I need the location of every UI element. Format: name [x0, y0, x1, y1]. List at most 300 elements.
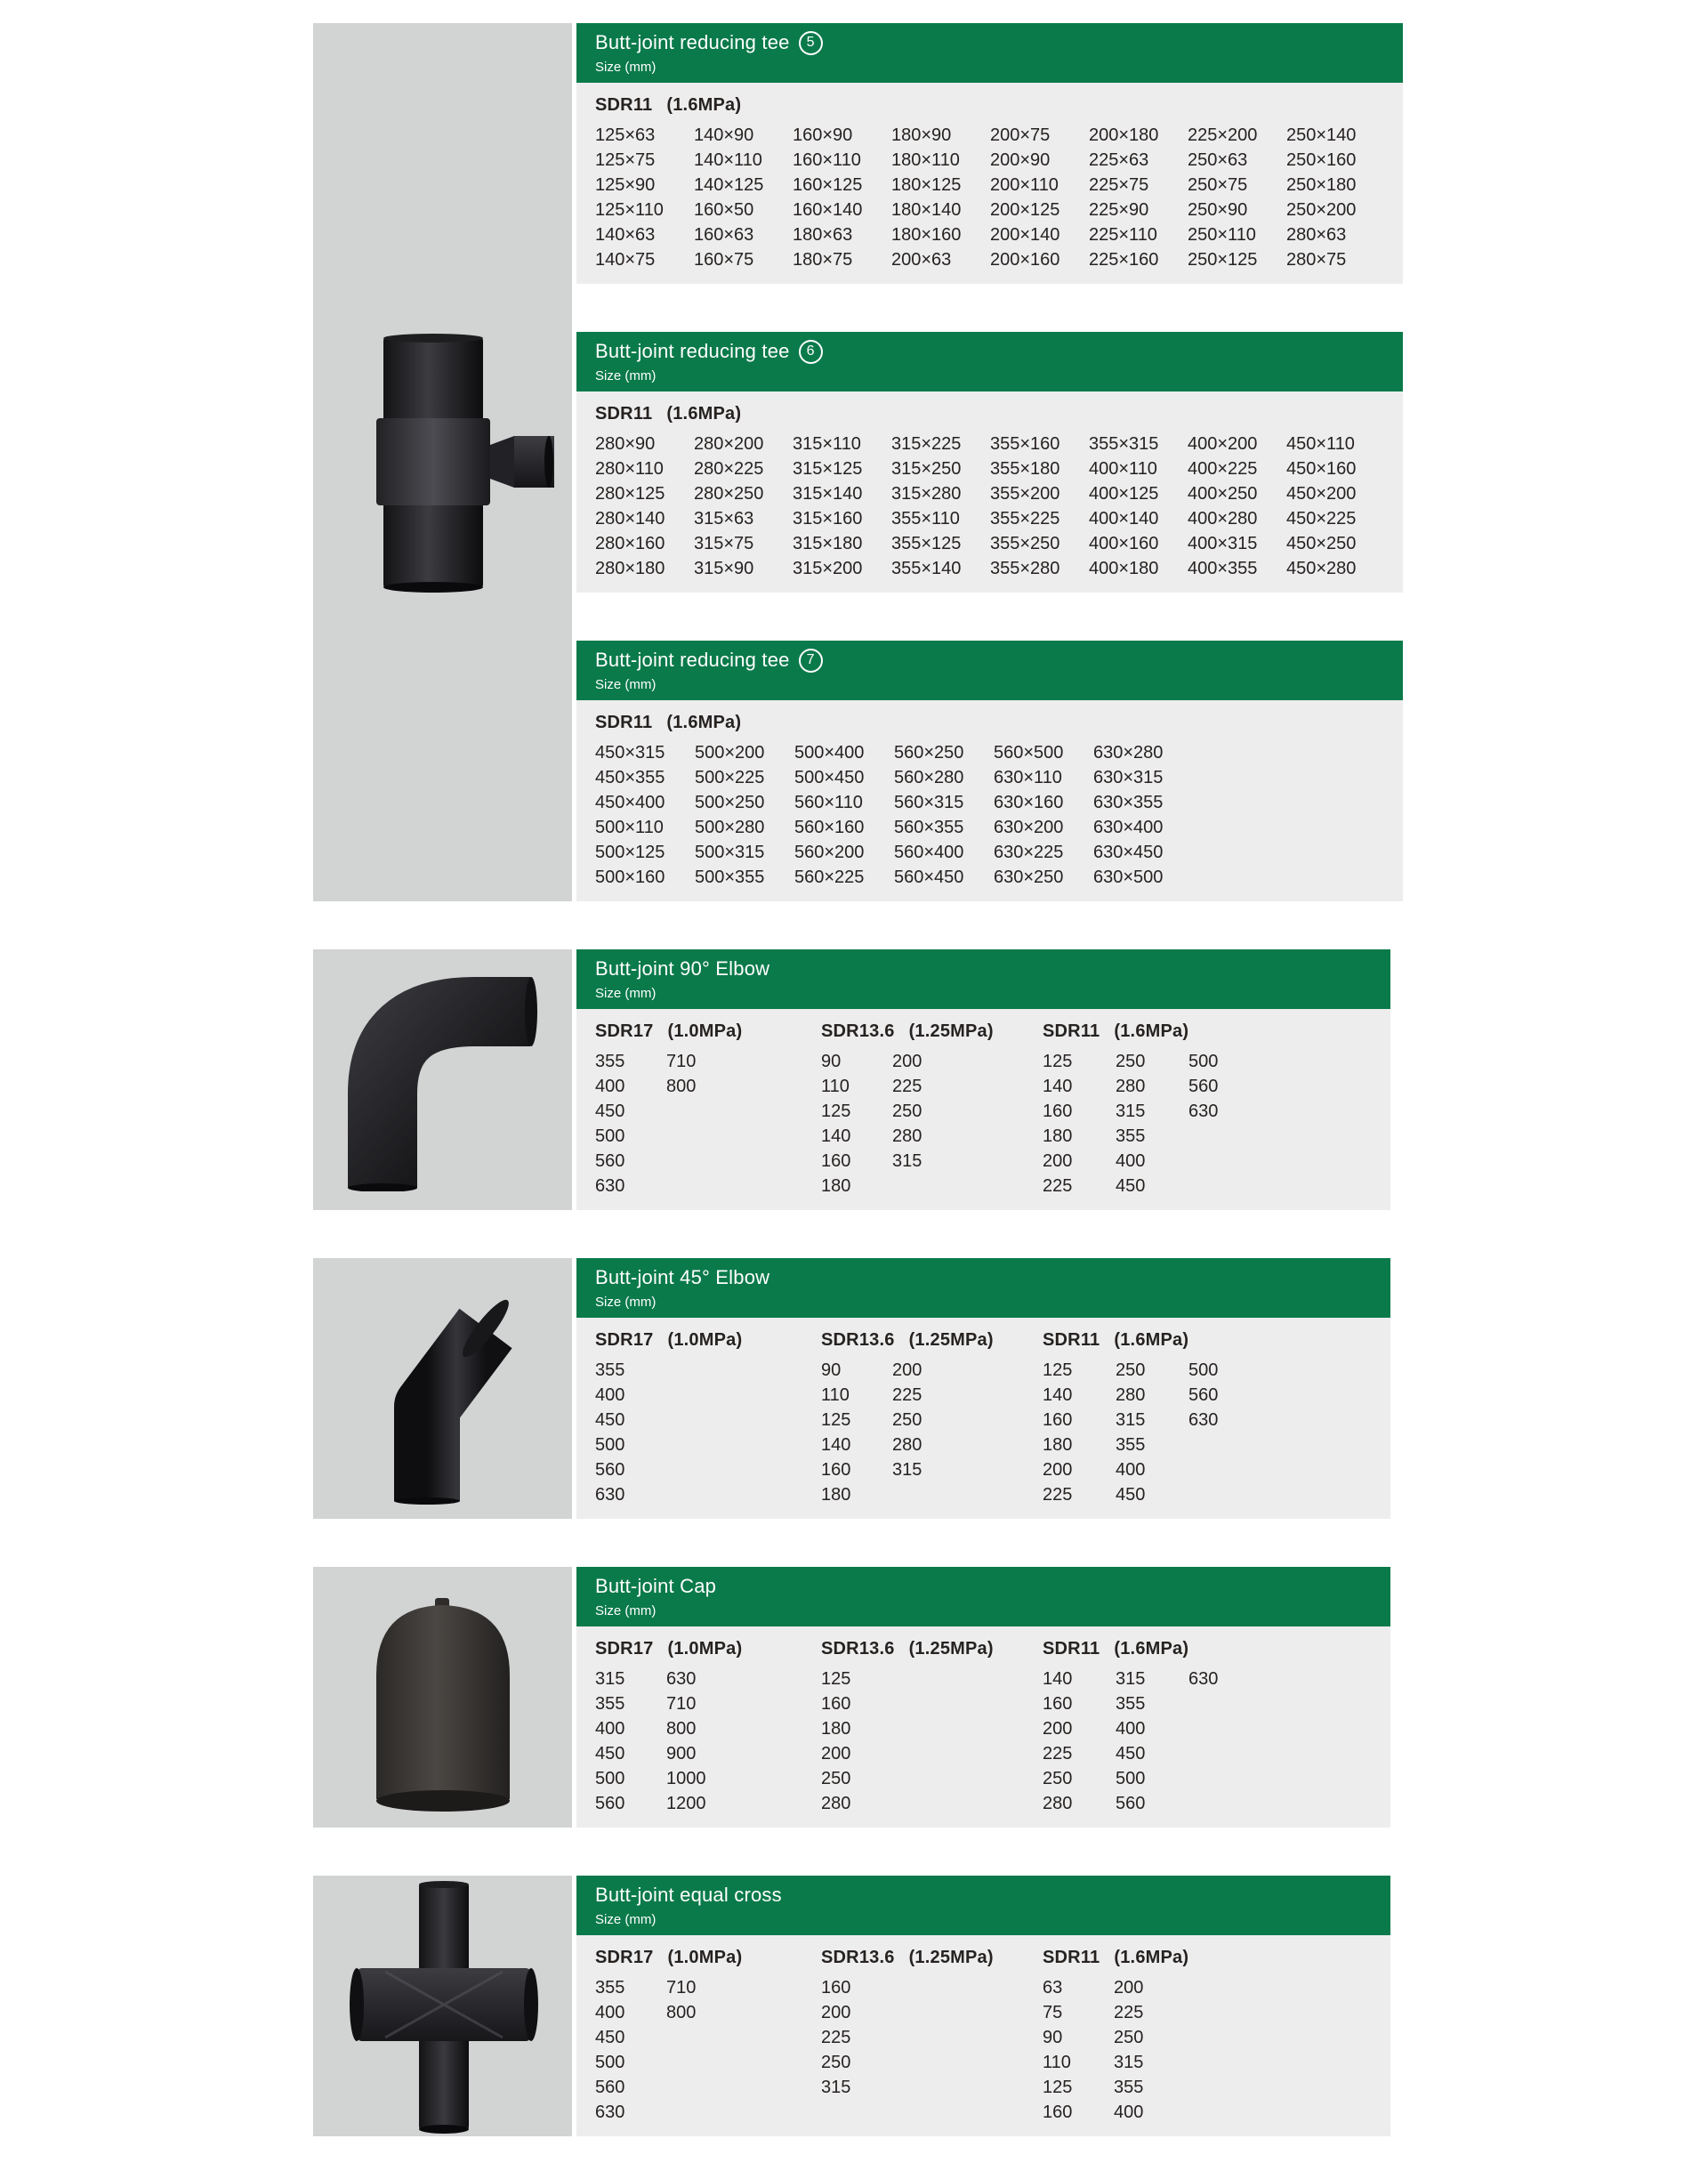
equal-cross-photo	[332, 1877, 554, 2135]
size-cell	[1188, 1482, 1261, 1507]
pressure-rating: (1.6MPa)	[666, 713, 742, 732]
size-grid	[821, 1667, 1043, 1816]
size-cell	[1188, 1791, 1261, 1816]
size-cell: 250	[892, 1102, 922, 1121]
size-cell: 160	[1043, 1694, 1073, 1714]
sdr-rating-label	[595, 1636, 821, 1661]
size-cell: 710	[666, 1052, 697, 1071]
size-cell: 560×280	[894, 768, 964, 787]
sdr11-group	[1043, 1945, 1373, 2125]
size-cell: 630	[1188, 1410, 1219, 1430]
size-cell: 630	[595, 1176, 625, 1196]
size-cell: 315	[892, 1460, 922, 1480]
size-cell: 630×225	[994, 843, 1064, 862]
size-cell: 500	[595, 1435, 625, 1455]
section-header	[576, 641, 1403, 700]
size-cell: 355×180	[990, 459, 1060, 479]
size-cell: 400×180	[1089, 559, 1159, 578]
size-cell: 200	[1043, 1151, 1073, 1171]
size-cell: 280×125	[595, 484, 665, 504]
sdr-rating-label	[821, 1328, 1043, 1352]
size-cell: 355	[595, 1360, 625, 1380]
size-cell: 280	[1116, 1385, 1146, 1405]
size-cell: 400	[595, 1077, 625, 1096]
size-cell: 280	[1116, 1077, 1146, 1096]
size-cell	[666, 2050, 737, 2075]
reducing-tee-photo-panel	[313, 23, 572, 901]
section-header	[576, 1876, 1390, 1935]
size-cell: 315×90	[694, 559, 754, 578]
sdr-code: SDR17	[595, 1639, 654, 1659]
sdr13-group	[821, 1945, 1043, 2125]
size-grid	[595, 1667, 821, 1816]
pressure-rating: (1.0MPa)	[667, 1021, 743, 1041]
size-cell: 180	[1043, 1435, 1073, 1455]
section-title-text: Butt-joint 45° Elbow	[595, 1266, 770, 1288]
section-title-text: Butt-joint reducing tee	[595, 340, 790, 362]
size-cell: 315×160	[793, 509, 863, 529]
size-cell: 560×160	[794, 818, 865, 837]
size-cell	[1188, 1716, 1261, 1741]
size-cell: 315	[595, 1669, 625, 1689]
size-cell: 180×75	[793, 250, 853, 270]
sdr-rating-label	[1043, 1636, 1373, 1661]
size-cell: 63	[1043, 1978, 1063, 1998]
size-cell: 280	[892, 1126, 922, 1146]
section-header	[576, 949, 1390, 1009]
size-cell: 110	[1043, 2053, 1071, 2072]
size-cell: 560×400	[894, 843, 964, 862]
section-title-text: Butt-joint reducing tee	[595, 649, 790, 671]
size-cell: 400×110	[1089, 459, 1157, 479]
size-cell: 160	[1043, 1410, 1073, 1430]
sdr-code: SDR13.6	[821, 1948, 895, 1967]
size-cell: 250	[821, 1769, 851, 1788]
size-cell: 225	[892, 1385, 922, 1405]
size-cell: 450×280	[1286, 559, 1357, 578]
size-cell: 280×200	[694, 434, 764, 454]
size-cell: 200	[1043, 1460, 1073, 1480]
size-cell	[666, 2025, 737, 2050]
size-cell: 560	[595, 2078, 625, 2097]
size-cell: 450	[595, 1410, 625, 1430]
size-cell: 400	[1116, 1719, 1146, 1739]
size-cell: 315	[892, 1151, 922, 1171]
size-cell: 450	[595, 1102, 625, 1121]
size-cell: 400×200	[1188, 434, 1258, 454]
size-cell: 225	[1043, 1176, 1073, 1196]
size-cell: 630×200	[994, 818, 1064, 837]
sdr17-group	[595, 1945, 821, 2125]
size-cell: 630×500	[1093, 868, 1164, 887]
section-title	[595, 956, 1373, 981]
reducing-tee-block	[313, 23, 1390, 901]
size-cell: 250	[821, 2053, 851, 2072]
size-cell: 355×140	[891, 559, 962, 578]
size-cell: 400	[595, 1719, 625, 1739]
size-grid	[1043, 1049, 1373, 1199]
section-title	[595, 1883, 1373, 1908]
size-cell: 315	[1116, 1102, 1146, 1121]
size-cell	[666, 1174, 737, 1199]
size-cell: 180×90	[891, 125, 952, 145]
size-grid	[1043, 1358, 1373, 1507]
size-cell: 160	[821, 1460, 851, 1480]
size-cell: 1200	[666, 1794, 706, 1813]
size-cell: 160×140	[793, 200, 863, 220]
size-cell: 225×160	[1089, 250, 1159, 270]
size-grid	[595, 1975, 821, 2125]
size-cell: 200×90	[990, 150, 1051, 170]
size-cell: 630	[595, 2102, 625, 2122]
sdr17-group	[595, 1019, 821, 1199]
size-cell: 800	[666, 1077, 697, 1096]
size-table	[576, 1318, 1390, 1519]
sdr-code: SDR13.6	[821, 1021, 895, 1041]
size-cell: 225×63	[1089, 150, 1149, 170]
section-title	[595, 1574, 1373, 1599]
size-cell: 250×180	[1286, 175, 1357, 195]
size-cell: 355×225	[990, 509, 1060, 529]
size-unit-label: Size (mm)	[595, 368, 657, 383]
sdr-rating-label	[1043, 1945, 1373, 1970]
size-cell: 160×50	[694, 200, 754, 220]
size-cell: 200×180	[1089, 125, 1159, 145]
size-cell: 710	[666, 1694, 697, 1714]
size-cell: 140×63	[595, 225, 656, 245]
cap-block	[313, 1567, 1390, 1828]
size-cell: 180×125	[891, 175, 962, 195]
size-cell: 400×315	[1188, 534, 1258, 553]
size-cell	[666, 1124, 737, 1149]
size-cell: 200	[1043, 1719, 1073, 1739]
size-cell: 160	[821, 1978, 851, 1998]
size-cell: 355×110	[891, 509, 960, 529]
size-cell: 315	[1114, 2053, 1144, 2072]
size-cell: 450×355	[595, 768, 665, 787]
size-cell: 560×200	[794, 843, 865, 862]
size-cell: 355×125	[891, 534, 962, 553]
size-cell: 355×200	[990, 484, 1060, 504]
size-cell: 160×125	[793, 175, 863, 195]
size-table	[576, 1009, 1390, 1210]
elbow-45-photo	[336, 1273, 550, 1505]
size-cell: 125	[821, 1410, 851, 1430]
sdr-rating-label	[595, 1328, 821, 1352]
size-cell: 200	[892, 1052, 922, 1071]
size-cell: 630	[595, 1485, 625, 1505]
size-grid	[595, 1049, 821, 1199]
size-cell: 200×63	[891, 250, 952, 270]
size-cell: 225	[821, 2028, 851, 2047]
size-cell: 450×160	[1286, 459, 1357, 479]
size-cell: 250×63	[1188, 150, 1248, 170]
size-cell: 450×250	[1286, 534, 1357, 553]
pressure-rating: (1.25MPa)	[908, 1948, 994, 1967]
section-header	[576, 1567, 1390, 1626]
size-cell: 225	[1114, 2003, 1144, 2022]
pressure-rating: (1.6MPa)	[1114, 1021, 1189, 1041]
sdr-code: SDR11	[595, 95, 653, 115]
size-cell: 250	[1116, 1052, 1146, 1071]
sdr11-group	[1043, 1328, 1373, 1507]
size-cell	[1188, 1457, 1261, 1482]
section-title-text: Butt-joint equal cross	[595, 1884, 782, 1906]
size-cell: 280×90	[595, 434, 656, 454]
size-cell: 75	[1043, 2003, 1063, 2022]
size-cell: 400×160	[1089, 534, 1159, 553]
section-reducing-tee-5	[576, 23, 1403, 284]
section-title-text: Butt-joint 90° Elbow	[595, 957, 770, 980]
size-cell: 630×450	[1093, 843, 1164, 862]
cap-photo	[341, 1582, 545, 1813]
sdr-code: SDR11	[1043, 1948, 1100, 1967]
sdr17-group	[595, 1636, 821, 1816]
size-cell: 560	[595, 1460, 625, 1480]
size-cell: 630	[666, 1669, 697, 1689]
section-title	[595, 339, 1385, 364]
sdr13-group	[821, 1636, 1043, 1816]
section-title-text: Butt-joint reducing tee	[595, 31, 790, 53]
size-cell: 280×63	[1286, 225, 1347, 245]
size-table	[576, 83, 1403, 284]
size-cell: 315	[1116, 1669, 1146, 1689]
size-cell: 315×250	[891, 459, 962, 479]
size-cell: 400×355	[1188, 559, 1258, 578]
size-cell: 280	[821, 1794, 851, 1813]
size-cell: 800	[666, 2003, 697, 2022]
size-cell: 630×250	[994, 868, 1064, 887]
size-cell: 500	[1188, 1360, 1219, 1380]
size-cell: 355	[595, 1978, 625, 1998]
size-unit-label: Size (mm)	[595, 1295, 657, 1310]
size-cell: 315	[821, 2078, 851, 2097]
sdr-code: SDR11	[595, 713, 653, 732]
size-cell: 630×280	[1093, 743, 1164, 763]
cap-photo-panel	[313, 1567, 572, 1828]
size-cell: 280×180	[595, 559, 665, 578]
elbow-45-photo-panel	[313, 1258, 572, 1519]
size-cell: 140×75	[595, 250, 656, 270]
size-cell	[666, 1149, 737, 1174]
size-cell: 450×400	[595, 793, 665, 812]
size-cell: 400	[595, 2003, 625, 2022]
sdr-rating-label	[595, 401, 1385, 426]
section-cap	[576, 1567, 1390, 1828]
size-cell: 400	[1116, 1151, 1146, 1171]
size-cell: 200	[892, 1360, 922, 1380]
size-cell: 560	[1188, 1077, 1219, 1096]
size-table	[576, 700, 1403, 901]
size-cell: 355×280	[990, 559, 1060, 578]
size-cell: 180	[821, 1485, 851, 1505]
size-cell: 450	[595, 2028, 625, 2047]
size-cell: 280×110	[595, 459, 664, 479]
section-title-text: Butt-joint Cap	[595, 1575, 717, 1597]
size-cell: 160	[821, 1151, 851, 1171]
size-cell: 450×225	[1286, 509, 1357, 529]
size-cell	[1188, 1433, 1261, 1457]
size-cell: 450	[595, 1744, 625, 1763]
size-cell: 280×75	[1286, 250, 1347, 270]
size-cell: 630×160	[994, 793, 1064, 812]
size-cell: 160×63	[694, 225, 754, 245]
size-cell: 315×110	[793, 434, 861, 454]
size-cell: 400×280	[1188, 509, 1258, 529]
size-cell: 180×63	[793, 225, 853, 245]
size-cell: 140	[1043, 1385, 1073, 1405]
reducing-tee-tables	[576, 23, 1403, 901]
size-cell: 400	[1114, 2102, 1144, 2122]
size-cell: 400	[595, 1385, 625, 1405]
circled-number-icon: 6	[799, 340, 823, 364]
equal-cross-block	[313, 1876, 1390, 2136]
size-cell: 125×75	[595, 150, 656, 170]
size-cell: 560×500	[994, 743, 1064, 763]
size-cell: 900	[666, 1744, 697, 1763]
pressure-rating: (1.25MPa)	[908, 1021, 994, 1041]
size-cell: 560	[1188, 1385, 1219, 1405]
sdr-rating-label	[595, 93, 1385, 117]
size-cell: 315×225	[891, 434, 962, 454]
equal-cross-photo-panel	[313, 1876, 572, 2136]
pressure-rating: (1.6MPa)	[1114, 1330, 1189, 1350]
section-elbow-45	[576, 1258, 1390, 1519]
size-cell: 450	[1116, 1485, 1146, 1505]
elbow-90-block	[313, 949, 1390, 1210]
size-cell: 225×90	[1089, 200, 1149, 220]
size-cell: 125	[1043, 1052, 1073, 1071]
size-cell	[1188, 1741, 1261, 1766]
size-cell: 710	[666, 1978, 697, 1998]
size-cell: 200×110	[990, 175, 1059, 195]
elbow-45-block	[313, 1258, 1390, 1519]
size-unit-label: Size (mm)	[595, 986, 657, 1001]
size-cell: 250×160	[1286, 150, 1357, 170]
size-cell: 315×63	[694, 509, 754, 529]
circled-number-icon: 7	[799, 649, 823, 673]
pressure-rating: (1.25MPa)	[908, 1330, 994, 1350]
size-cell: 250×75	[1188, 175, 1248, 195]
size-cell	[892, 1482, 963, 1507]
size-cell: 630×110	[994, 768, 1062, 787]
size-cell: 315×280	[891, 484, 962, 504]
size-cell: 250	[1116, 1360, 1146, 1380]
size-cell	[1188, 1766, 1261, 1791]
size-grid	[595, 123, 1385, 272]
size-cell: 500×110	[595, 818, 664, 837]
size-cell: 140×110	[694, 150, 762, 170]
sdr11-group	[1043, 1636, 1373, 1816]
sdr-rating-label	[1043, 1328, 1373, 1352]
size-cell	[666, 2075, 737, 2100]
size-grid	[821, 1049, 1043, 1199]
size-cell: 280×250	[694, 484, 764, 504]
size-cell: 140	[821, 1126, 851, 1146]
size-cell: 560×355	[894, 818, 964, 837]
size-cell: 630	[1188, 1102, 1219, 1121]
size-cell	[1188, 1149, 1261, 1174]
size-cell	[1188, 1691, 1261, 1716]
size-cell: 450×110	[1286, 434, 1355, 454]
size-cell: 140	[1043, 1669, 1073, 1689]
section-reducing-tee-6	[576, 332, 1403, 593]
section-title	[595, 648, 1385, 673]
size-cell: 560	[595, 1794, 625, 1813]
size-cell: 560	[1116, 1794, 1146, 1813]
size-cell: 450×200	[1286, 484, 1357, 504]
size-cell	[666, 2100, 737, 2125]
size-cell: 160	[1043, 2102, 1073, 2122]
size-table	[576, 1935, 1390, 2136]
size-grid	[595, 1358, 821, 1507]
size-cell: 280×225	[694, 459, 764, 479]
section-header	[576, 1258, 1390, 1318]
size-cell: 630	[1188, 1669, 1219, 1689]
sdr-code: SDR11	[1043, 1021, 1100, 1041]
size-cell: 355×250	[990, 534, 1060, 553]
size-cell: 315×125	[793, 459, 863, 479]
size-cell: 355×315	[1089, 434, 1159, 454]
size-cell: 250×90	[1188, 200, 1248, 220]
size-cell: 500×250	[695, 793, 765, 812]
size-cell: 500×125	[595, 843, 665, 862]
section-reducing-tee-7	[576, 641, 1403, 901]
size-cell: 125	[821, 1102, 851, 1121]
size-cell: 125×63	[595, 125, 656, 145]
sdr-rating-label	[821, 1019, 1043, 1044]
size-cell: 630×355	[1093, 793, 1164, 812]
sdr-rating-label	[821, 1636, 1043, 1661]
section-title	[595, 1265, 1373, 1290]
size-cell: 400×225	[1188, 459, 1258, 479]
size-cell: 250×125	[1188, 250, 1258, 270]
pressure-rating: (1.0MPa)	[667, 1330, 743, 1350]
size-cell: 110	[821, 1077, 850, 1096]
size-cell: 630×315	[1093, 768, 1164, 787]
size-cell: 250×200	[1286, 200, 1357, 220]
size-cell: 125	[1043, 1360, 1073, 1380]
size-cell: 560×110	[794, 793, 863, 812]
size-cell: 225	[1043, 1485, 1073, 1505]
catalog-content	[313, 23, 1390, 2136]
size-grid	[1043, 1667, 1373, 1816]
size-cell: 180	[1043, 1126, 1073, 1146]
size-table	[576, 1626, 1390, 1828]
size-cell: 500×400	[794, 743, 865, 763]
sdr-rating-label	[821, 1945, 1043, 1970]
size-cell: 355×160	[990, 434, 1060, 454]
size-cell: 140	[1043, 1077, 1073, 1096]
size-cell: 400×250	[1188, 484, 1258, 504]
size-cell: 110	[821, 1385, 850, 1405]
size-grid	[595, 740, 1385, 890]
size-cell: 560×450	[894, 868, 964, 887]
size-cell: 630×400	[1093, 818, 1164, 837]
sdr-code: SDR11	[1043, 1639, 1100, 1659]
size-cell: 200	[821, 2003, 851, 2022]
elbow-90-photo	[327, 969, 559, 1191]
size-cell: 90	[821, 1360, 842, 1380]
size-cell: 500	[1188, 1052, 1219, 1071]
size-cell: 180×110	[891, 150, 960, 170]
section-elbow-90	[576, 949, 1390, 1210]
size-cell: 450	[1116, 1176, 1146, 1196]
size-cell: 400×140	[1089, 509, 1159, 529]
sdr-code: SDR11	[1043, 1330, 1100, 1350]
size-cell: 125	[821, 1669, 851, 1689]
pressure-rating: (1.6MPa)	[1114, 1948, 1189, 1967]
